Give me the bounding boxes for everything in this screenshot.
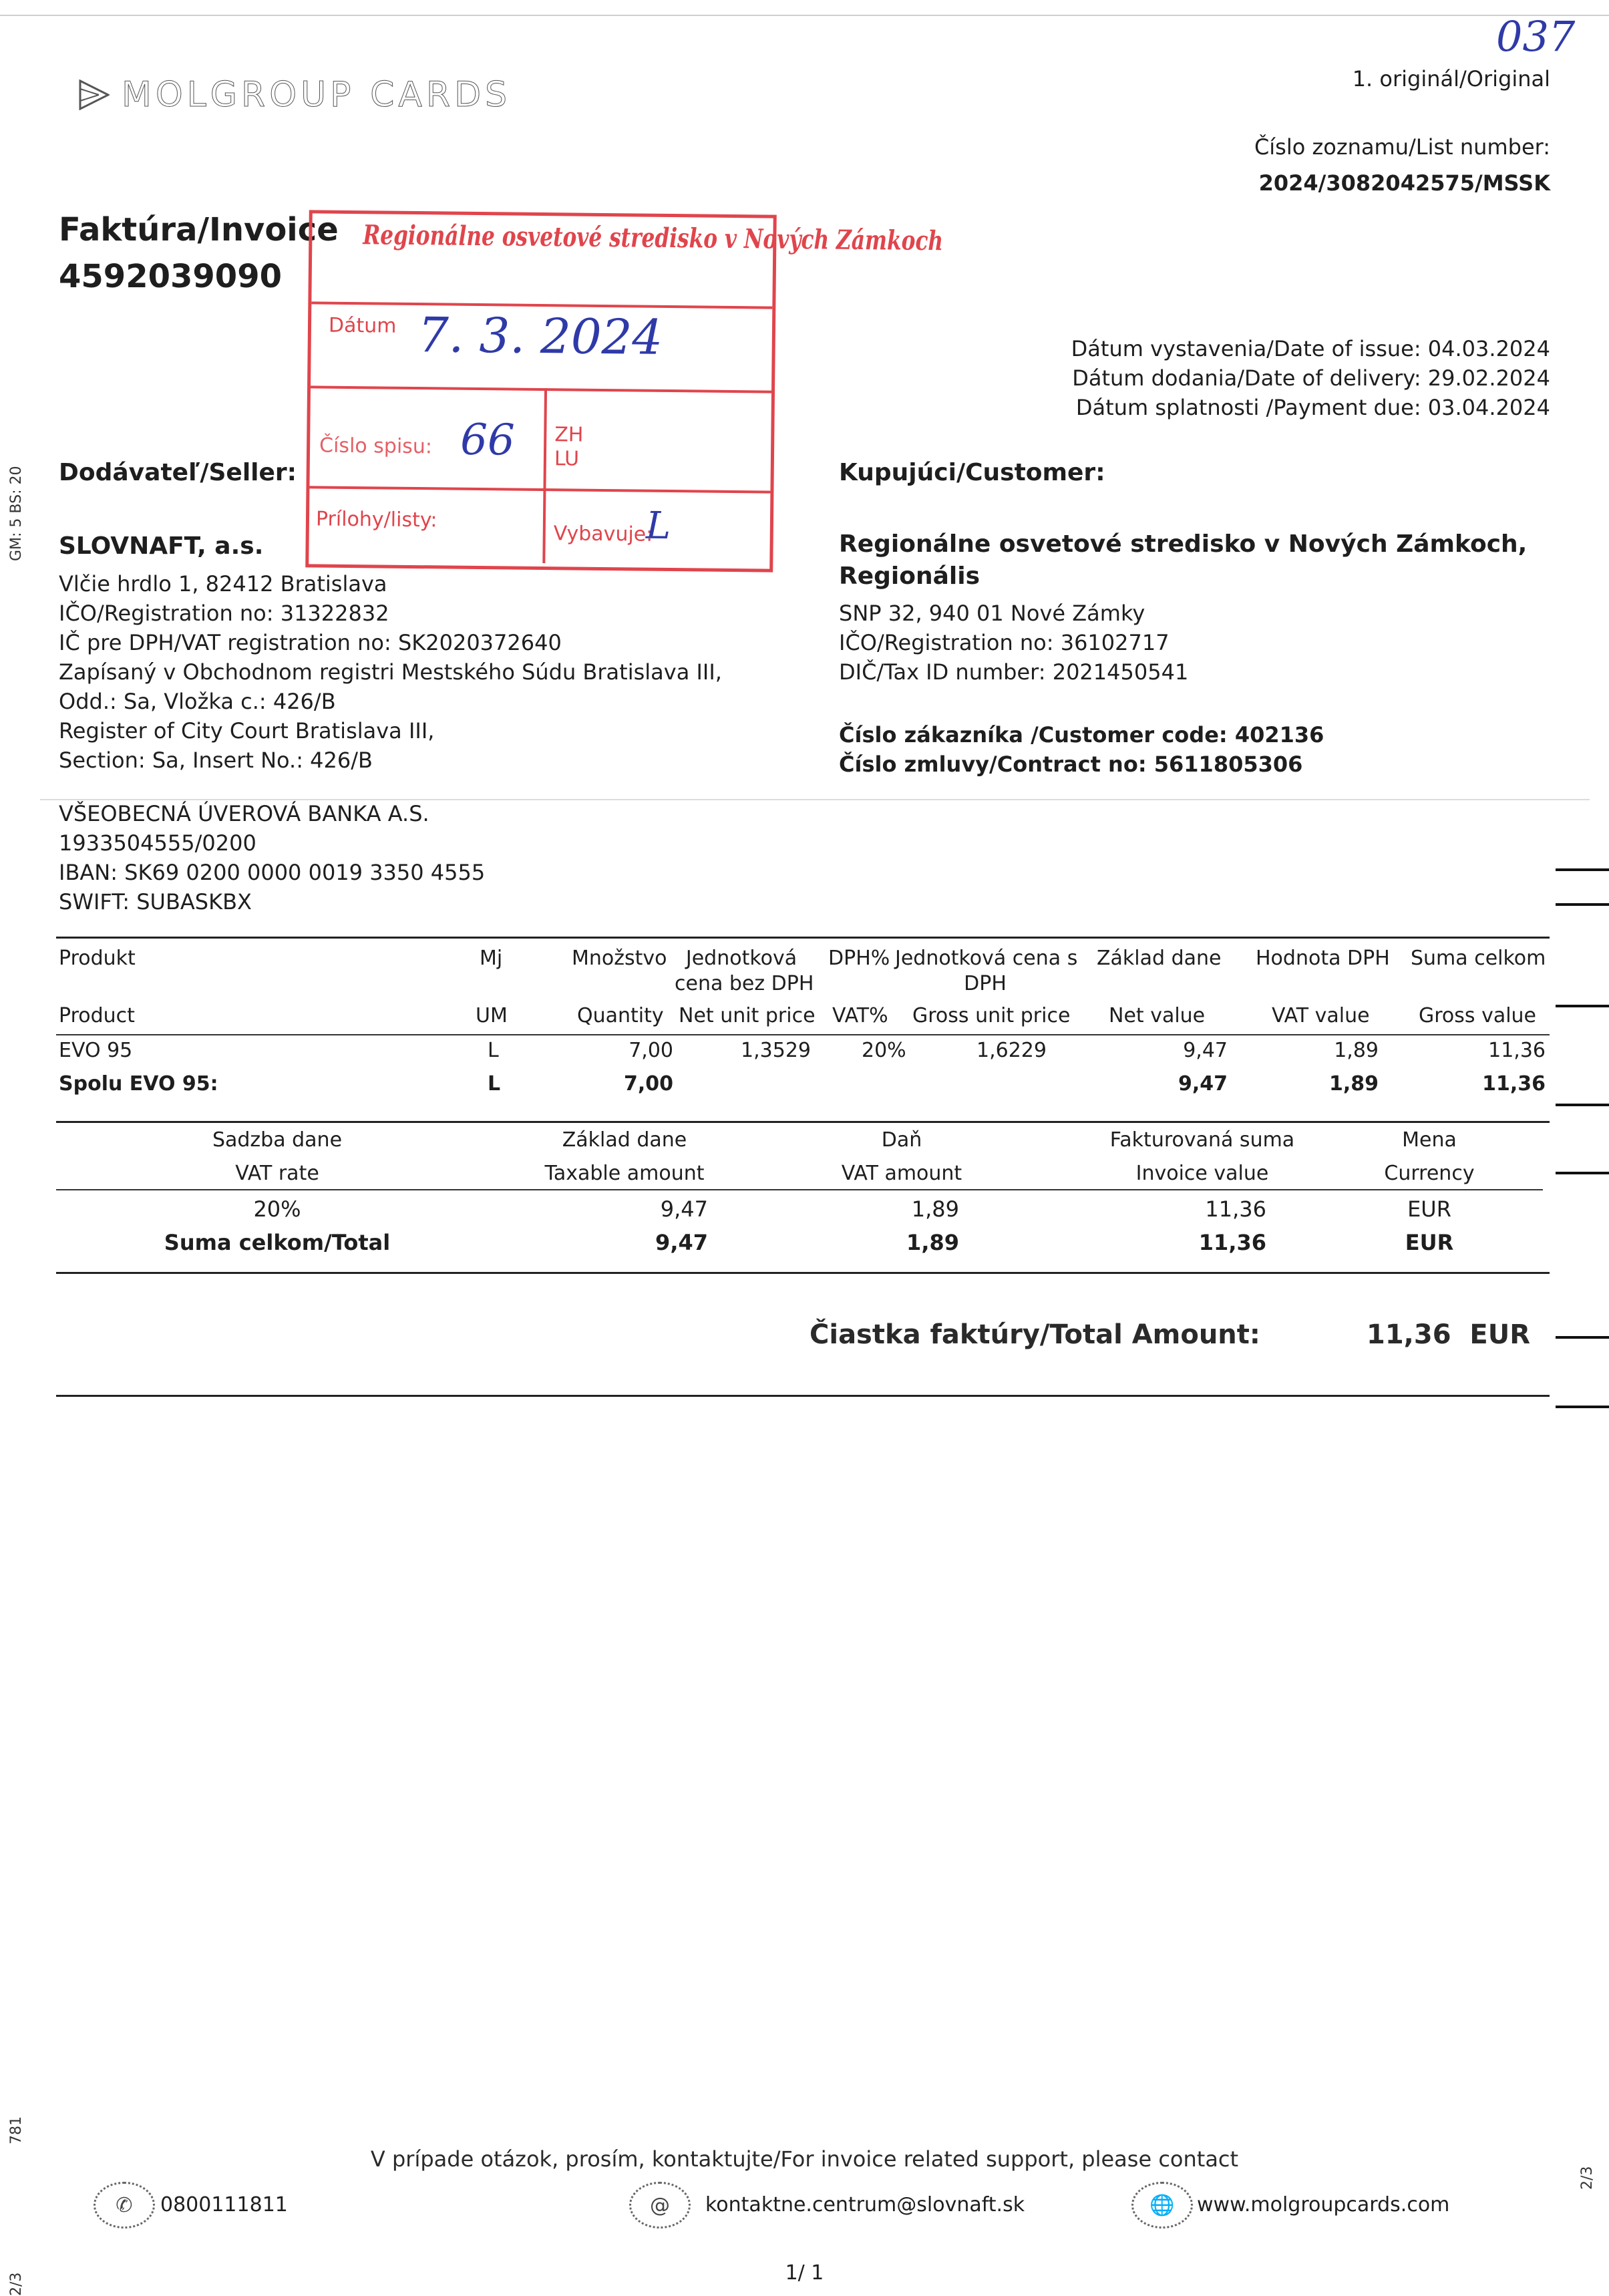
col-header-product-sk: Produkt bbox=[59, 947, 136, 970]
edge-mark bbox=[1556, 1406, 1609, 1408]
stamp-file-label: Číslo spisu: bbox=[319, 434, 433, 459]
seller-registration: IČO/Registration no: 31322832 bbox=[59, 601, 389, 626]
col-header-gross-value-en: Gross value bbox=[1419, 1004, 1537, 1027]
date-due-label: Dátum splatnosti /Payment due: bbox=[1075, 395, 1421, 420]
edge-mark bbox=[1556, 868, 1609, 871]
margin-mark-gm-bs: GM: 5 BS: 20 bbox=[8, 466, 25, 561]
item-product: EVO 95 bbox=[59, 1039, 133, 1062]
globe-icon: 🌐 bbox=[1131, 2182, 1193, 2229]
items-header-rule bbox=[56, 1034, 1550, 1035]
col-header-vat-value-en: VAT value bbox=[1272, 1004, 1370, 1027]
vat-header-rate-sk: Sadzba dane bbox=[212, 1128, 343, 1152]
customer-tax-id: DIČ/Tax ID number: 2021450541 bbox=[839, 659, 1189, 685]
vat-total-taxable: 9,47 bbox=[655, 1230, 708, 1255]
date-delivery-value: 29.02.2024 bbox=[1427, 365, 1550, 391]
bank-swift: SWIFT: SUBASKBX bbox=[59, 889, 252, 915]
phone-icon: ✆ bbox=[94, 2182, 155, 2229]
col-header-quantity-en: Quantity bbox=[577, 1004, 664, 1027]
seller-heading: Dodávateľ/Seller: bbox=[59, 459, 297, 486]
customer-details bbox=[839, 599, 1188, 687]
seller-details bbox=[59, 569, 722, 775]
vat-header-invoice-sk: Fakturovaná suma bbox=[1109, 1128, 1295, 1152]
col-header-gross-price-en: Gross unit price bbox=[912, 1004, 1071, 1027]
customer-name-line2: Regionális bbox=[839, 562, 980, 590]
copy-label: 1. originál/Original bbox=[1352, 66, 1550, 92]
logo-arrow-icon bbox=[79, 79, 110, 110]
item-quantity: 7,00 bbox=[629, 1039, 673, 1062]
date-delivery-label: Dátum dodania/Date of delivery: bbox=[1072, 365, 1421, 391]
email-icon: @ bbox=[629, 2182, 691, 2229]
seller-register-sk-section: Odd.: Sa, Vložka c.: 426/B bbox=[59, 689, 336, 714]
col-header-net-price-sk: Jednotková bbox=[685, 947, 797, 970]
seller-register-en: Register of City Court Bratislava III, bbox=[59, 718, 435, 744]
customer-code: Číslo zákazníka /Customer code: 402136 bbox=[839, 722, 1324, 748]
col-header-vat-value-sk: Hodnota DPH bbox=[1256, 947, 1390, 970]
vat-table-top-rule bbox=[56, 1121, 1550, 1123]
date-delivery bbox=[1071, 363, 1550, 393]
list-number-label: Číslo zoznamu/List number: bbox=[1254, 134, 1550, 160]
vat-header-taxable-sk: Základ dane bbox=[562, 1128, 687, 1152]
item-vat-value: 1,89 bbox=[1334, 1039, 1379, 1062]
col-header-vat-en: VAT% bbox=[832, 1004, 888, 1027]
date-issue bbox=[1071, 334, 1550, 363]
company-logo bbox=[79, 75, 511, 115]
seller-bank bbox=[59, 799, 485, 917]
item-net-price: 1,3529 bbox=[741, 1039, 811, 1062]
seller-register-sk: Zapísaný v Obchodnom registri Mestského Súdu Bratislava III, bbox=[59, 659, 722, 685]
subtotal-net-value: 9,47 bbox=[1178, 1072, 1228, 1096]
seller-register-en-section: Section: Sa, Insert No.: 426/B bbox=[59, 748, 373, 773]
stamp-attachments-label: Prílohy/listy: bbox=[315, 507, 437, 532]
item-um: L bbox=[488, 1039, 499, 1062]
list-number: 2024/3082042575/MSSK bbox=[1258, 170, 1550, 196]
edge-mark bbox=[1556, 1104, 1609, 1106]
vat-row-vat: 1,89 bbox=[911, 1196, 959, 1222]
vat-header-invoice-en: Invoice value bbox=[1135, 1162, 1269, 1185]
subtotal-vat-value: 1,89 bbox=[1328, 1072, 1379, 1096]
vat-row-invoice: 11,36 bbox=[1205, 1196, 1266, 1222]
customer-name-line1: Regionálne osvetové stredisko v Nových Zámkoch, bbox=[839, 530, 1528, 558]
col-header-gross-price-sk: Jednotková cena s bbox=[895, 947, 1078, 970]
subtotal-um: L bbox=[488, 1072, 501, 1096]
item-gross-price: 1,6229 bbox=[976, 1039, 1047, 1062]
edge-mark bbox=[1556, 1172, 1609, 1174]
bank-account: 1933504555/0200 bbox=[59, 830, 256, 856]
customer-heading: Kupujúci/Customer: bbox=[839, 459, 1105, 486]
margin-mark-page-right: 2/3 bbox=[1579, 2166, 1596, 2190]
margin-mark-page-left: 2/3 bbox=[8, 2272, 25, 2296]
col-header-um-en: UM bbox=[476, 1004, 508, 1027]
vat-header-vat-sk: Daň bbox=[881, 1128, 922, 1152]
col-header-gross-value-sk: Suma celkom bbox=[1411, 947, 1546, 970]
total-amount-value: 11,36 EUR bbox=[1367, 1319, 1530, 1350]
customer-address: SNP 32, 940 01 Nové Zámky bbox=[839, 601, 1145, 626]
total-amount-label: Čiastka faktúry/Total Amount: bbox=[810, 1319, 1260, 1350]
item-net-value: 9,47 bbox=[1183, 1039, 1228, 1062]
handwritten-number: 037 bbox=[1496, 12, 1576, 61]
invoice-number: 4592039090 bbox=[59, 258, 282, 295]
stamp-divider bbox=[542, 388, 547, 563]
stamp-divider bbox=[311, 385, 771, 393]
stamp-title: Regionálne osvetové stredisko v Nových Zámkoch bbox=[363, 219, 944, 257]
page-number: 1/ 1 bbox=[785, 2261, 824, 2285]
date-issue-label: Dátum vystavenia/Date of issue: bbox=[1071, 336, 1421, 361]
col-header-net-price-en: Net unit price bbox=[679, 1004, 816, 1027]
vat-header-taxable-en: Taxable amount bbox=[544, 1162, 705, 1185]
footer-email[interactable]: kontaktne.centrum@slovnaft.sk bbox=[705, 2193, 1025, 2217]
vat-total-currency: EUR bbox=[1405, 1230, 1454, 1255]
footer-phone[interactable]: 0800111811 bbox=[160, 2193, 288, 2217]
seller-name: SLOVNAFT, a.s. bbox=[59, 532, 264, 560]
stamp-zh-label: ZH bbox=[554, 423, 584, 447]
seller-vat-registration: IČ pre DPH/VAT registration no: SK2020372640 bbox=[59, 630, 562, 655]
footer-website[interactable]: www.molgroupcards.com bbox=[1197, 2193, 1450, 2217]
vat-total-label: Suma celkom/Total bbox=[164, 1230, 391, 1255]
vat-header-currency-sk: Mena bbox=[1402, 1128, 1457, 1152]
invoice-title: Faktúra/Invoice bbox=[59, 211, 339, 249]
items-table-top-rule bbox=[56, 937, 1550, 939]
col-header-net-price-sk-2: cena bez DPH bbox=[675, 972, 814, 995]
col-header-net-value-en: Net value bbox=[1109, 1004, 1206, 1027]
stamp-date-label: Dátum bbox=[328, 313, 397, 338]
vat-total-invoice: 11,36 bbox=[1198, 1230, 1266, 1255]
bank-iban: IBAN: SK69 0200 0000 0019 3350 4555 bbox=[59, 860, 486, 885]
margin-mark-number: 781 bbox=[8, 2116, 25, 2144]
stamp-lu-label: LU bbox=[554, 447, 580, 471]
bank-name: VŠEOBECNÁ ÚVEROVÁ BANKA A.S. bbox=[59, 801, 429, 826]
customer-registration: IČO/Registration no: 36102717 bbox=[839, 630, 1170, 655]
vat-row-currency: EUR bbox=[1407, 1196, 1451, 1222]
scan-edge-line bbox=[0, 15, 1609, 16]
edge-mark bbox=[1556, 1005, 1609, 1007]
vat-table-bottom-rule bbox=[56, 1272, 1550, 1274]
stamp-handles-label: Vybavuje: bbox=[553, 522, 653, 546]
subtotal-label: Spolu EVO 95: bbox=[59, 1072, 218, 1096]
stamp-divider bbox=[309, 486, 770, 493]
col-header-product-en: Product bbox=[59, 1004, 135, 1027]
date-due-value: 03.04.2024 bbox=[1427, 395, 1550, 420]
edge-mark bbox=[1556, 1336, 1609, 1339]
stamp-date-value: 7. 3. 2024 bbox=[417, 307, 663, 365]
date-due bbox=[1071, 393, 1550, 422]
registry-stamp bbox=[305, 210, 944, 572]
subtotal-gross-value: 11,36 bbox=[1482, 1072, 1546, 1096]
contract-number: Číslo zmluvy/Contract no: 5611805306 bbox=[839, 752, 1303, 777]
col-header-gross-price-sk-2: DPH bbox=[964, 972, 1007, 995]
vat-row-taxable: 9,47 bbox=[660, 1196, 708, 1222]
item-gross-value: 11,36 bbox=[1488, 1039, 1546, 1062]
total-amount-rule bbox=[56, 1395, 1550, 1397]
footer-contact-text: V prípade otázok, prosím, kontaktujte/For invoice related support, please contact bbox=[370, 2146, 1239, 2172]
stamp-handles-value: L bbox=[645, 504, 671, 548]
item-vat-rate: 20% bbox=[862, 1039, 906, 1062]
col-header-quantity-sk: Množstvo bbox=[572, 947, 667, 970]
subtotal-quantity: 7,00 bbox=[623, 1072, 673, 1096]
logo-text: MOLGROUP CARDS bbox=[122, 75, 512, 115]
vat-total-vat: 1,89 bbox=[906, 1230, 959, 1255]
dates-block bbox=[1071, 334, 1550, 422]
vat-header-rule bbox=[56, 1189, 1543, 1190]
col-header-um-sk: Mj bbox=[480, 947, 503, 970]
vat-header-vat-en: VAT amount bbox=[841, 1162, 962, 1185]
col-header-vat-sk: DPH% bbox=[828, 947, 890, 970]
seller-address: Vlčie hrdlo 1, 82412 Bratislava bbox=[59, 571, 387, 597]
vat-header-currency-en: Currency bbox=[1384, 1162, 1475, 1185]
edge-mark bbox=[1556, 903, 1609, 906]
date-issue-value: 04.03.2024 bbox=[1427, 336, 1550, 361]
vat-row-rate: 20% bbox=[253, 1196, 301, 1222]
stamp-file-value: 66 bbox=[460, 415, 516, 466]
col-header-net-value-sk: Základ dane bbox=[1097, 947, 1222, 970]
vat-header-rate-en: VAT rate bbox=[235, 1162, 319, 1185]
